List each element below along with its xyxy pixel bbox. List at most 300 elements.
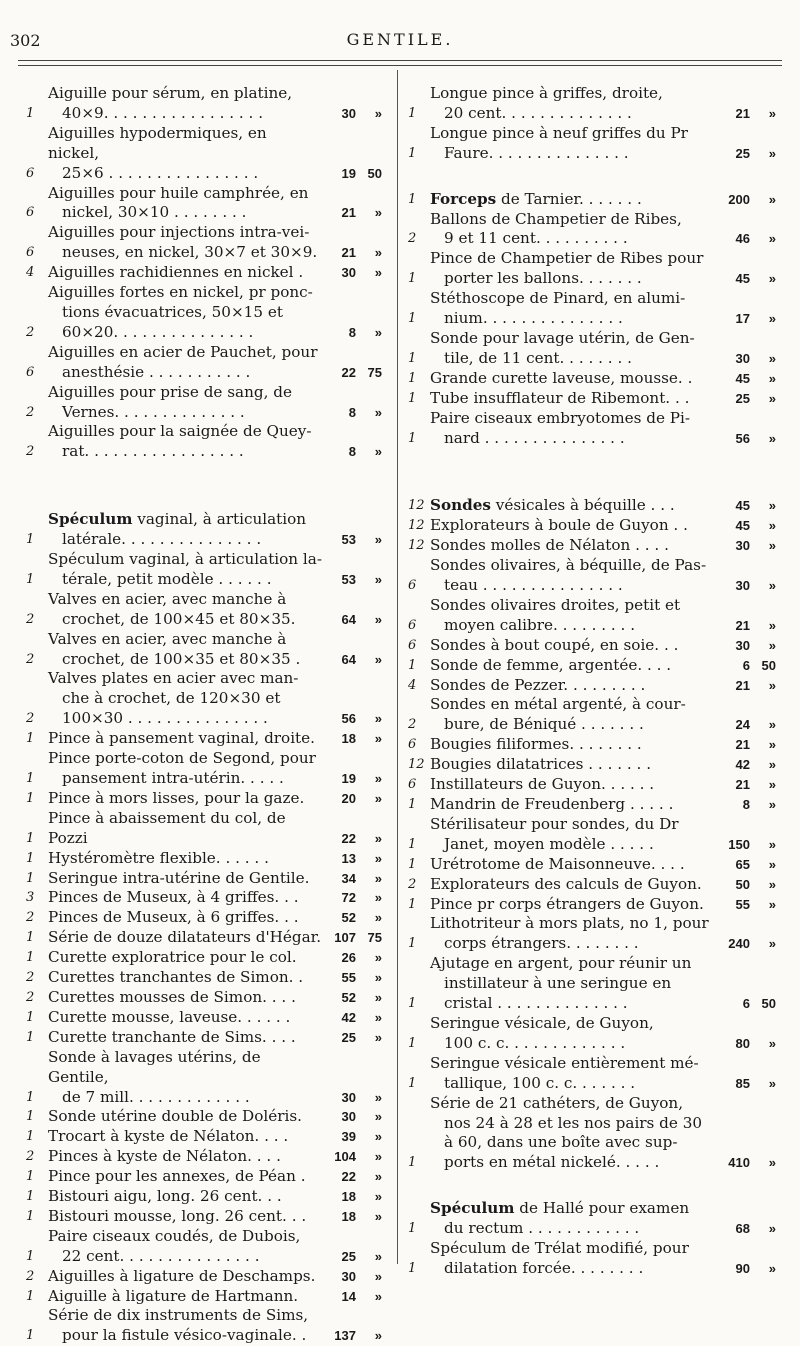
entry-line-text: Seringue intra-utérine de Gentile. xyxy=(48,868,310,887)
entry-line-first xyxy=(430,1239,689,1257)
catalog-entry xyxy=(26,263,382,283)
catalog-entry xyxy=(408,795,776,815)
entry-line-first xyxy=(430,676,645,694)
price-centimes: » xyxy=(768,856,776,872)
catalog-entry xyxy=(408,190,776,210)
entry-description xyxy=(44,869,322,889)
price-francs: 30 xyxy=(341,1268,356,1284)
entry-quantity: 1 xyxy=(408,856,417,872)
price-centimes: » xyxy=(768,518,776,534)
entry-line-text: Aiguilles pour huile camphrée, en xyxy=(48,183,309,202)
price-centimes: » xyxy=(768,311,776,327)
entry-line-text: Spéculum vaginal, à articulation la- xyxy=(48,550,322,569)
entry-quantity: 1 xyxy=(26,1288,35,1304)
entry-line-first xyxy=(430,954,691,972)
entry-description xyxy=(44,510,322,550)
entry-quantity: 1 xyxy=(408,1035,417,1051)
entry-description xyxy=(426,1094,716,1174)
entry-group xyxy=(408,190,776,449)
price-centimes: » xyxy=(374,245,382,261)
entry-description xyxy=(426,536,716,556)
catalog-entry xyxy=(408,1054,776,1094)
entry-quantity: 6 xyxy=(26,245,35,261)
price-centimes: » xyxy=(374,532,382,548)
entry-line-text: Stérilisateur pour sondes, du Dr xyxy=(430,814,679,833)
catalog-entry xyxy=(408,596,776,636)
entry-quantity: 1 xyxy=(26,731,35,747)
entry-line-first xyxy=(48,1167,306,1185)
price-centimes: 50 xyxy=(761,996,776,1012)
entry-line-text: Spéculum de Trélat modifié, pour xyxy=(430,1239,689,1258)
price-francs: 50 xyxy=(735,876,750,892)
catalog-entry xyxy=(26,1267,382,1287)
entry-line-first xyxy=(430,516,688,534)
price-centimes: » xyxy=(374,205,382,221)
catalog-entry xyxy=(408,249,776,289)
entry-description xyxy=(426,409,716,449)
price-centimes: » xyxy=(768,1155,776,1171)
entry-line-text: Pince à mors lisses, pour la gaze. xyxy=(48,788,305,807)
entry-group xyxy=(26,84,382,462)
entry-line-text: Aiguilles à ligature de Deschamps. xyxy=(48,1266,316,1285)
entry-quantity: 1 xyxy=(26,1009,35,1025)
catalog-entry xyxy=(408,1199,776,1239)
entry-line-continuation: anesthésie . . . . . . . . . . . xyxy=(62,362,251,381)
entry-line-first xyxy=(48,124,267,162)
entry-line-continuation: Vernes. . . . . . . . . . . . . . xyxy=(62,402,245,421)
entry-line-text: Aiguilles pour injections intra-vei- xyxy=(48,223,310,242)
price-francs: 85 xyxy=(735,1075,750,1091)
entry-line-first xyxy=(48,988,296,1006)
entry-description xyxy=(44,1187,322,1207)
entry-line-text: Curette exploratrice pour le col. xyxy=(48,948,297,967)
entry-line-first xyxy=(430,124,688,142)
entry-heading-word: Spéculum xyxy=(430,1199,515,1218)
catalog-entry xyxy=(26,968,382,988)
entry-description xyxy=(426,735,716,755)
price-francs: 25 xyxy=(735,390,750,406)
catalog-entry xyxy=(26,1028,382,1048)
entry-quantity: 12 xyxy=(408,518,425,534)
price-centimes: 50 xyxy=(761,657,776,673)
entry-line-first xyxy=(430,249,703,267)
entry-quantity: 6 xyxy=(408,578,417,594)
catalog-entry xyxy=(26,1187,382,1207)
catalog-entry xyxy=(408,1094,776,1174)
entry-quantity: 1 xyxy=(408,390,417,406)
entry-description xyxy=(426,389,716,409)
entry-description xyxy=(426,954,716,1014)
catalog-entry xyxy=(26,1127,382,1147)
entry-quantity: 2 xyxy=(26,611,35,627)
entry-line-first xyxy=(430,409,690,427)
price-francs: 45 xyxy=(735,370,750,386)
entry-line-continuation: crochet, de 100×35 et 80×35 . xyxy=(62,649,301,668)
entry-description xyxy=(426,516,716,536)
column-divider xyxy=(397,70,398,1264)
entry-description xyxy=(426,815,716,855)
price-centimes: » xyxy=(374,830,382,846)
entry-description xyxy=(426,855,716,875)
price-centimes: » xyxy=(374,1089,382,1105)
price-centimes: 75 xyxy=(367,930,382,946)
entry-line-first xyxy=(48,1227,300,1245)
price-francs: 18 xyxy=(341,731,356,747)
catalog-entry xyxy=(408,496,776,516)
entry-line-continuation: pansement intra-utérin. . . . . xyxy=(62,769,284,787)
price-francs: 14 xyxy=(341,1288,356,1304)
entry-quantity: 1 xyxy=(408,657,417,673)
entry-quantity: 2 xyxy=(26,989,35,1005)
price-centimes: » xyxy=(374,1029,382,1045)
entry-line-text: Pince à abaissement du col, de Pozzi xyxy=(48,808,286,847)
entry-description xyxy=(44,590,322,630)
entry-quantity: 1 xyxy=(26,1208,35,1224)
entry-quantity: 1 xyxy=(408,1155,417,1171)
catalog-entry xyxy=(26,1167,382,1187)
entry-group xyxy=(26,510,382,1346)
entry-description xyxy=(44,908,322,928)
catalog-entry xyxy=(26,510,382,550)
entry-line-first xyxy=(430,695,686,713)
entry-quantity: 1 xyxy=(26,1189,35,1205)
entry-line-text: Pince pour les annexes, de Péan . xyxy=(48,1167,306,1186)
catalog-entry xyxy=(26,223,382,263)
entry-line-first xyxy=(48,968,303,986)
entry-line-first xyxy=(48,343,317,361)
entry-line-continuation: porter les ballons. . . . . . . xyxy=(444,269,642,288)
entry-description xyxy=(44,968,322,988)
entry-line-text: Paire ciseaux coudés, de Dubois, xyxy=(48,1226,301,1245)
entry-line-first xyxy=(48,422,311,440)
entry-description xyxy=(44,948,322,968)
price-francs: 53 xyxy=(341,532,356,548)
entry-line-text: Aiguilles hypodermiques, en nickel, xyxy=(48,123,267,162)
catalog-entry xyxy=(408,656,776,676)
entry-description xyxy=(44,1306,322,1346)
entry-group xyxy=(408,84,776,164)
catalog-entry xyxy=(26,590,382,630)
entry-heading-word: Forceps xyxy=(430,189,497,208)
entry-description xyxy=(44,84,322,124)
entry-description xyxy=(44,1127,322,1147)
entry-description xyxy=(426,329,716,369)
entry-quantity: 1 xyxy=(26,532,35,548)
catalog-entry xyxy=(26,669,382,729)
entry-line-continuation: 60×20. . . . . . . . . . . . . . . xyxy=(62,322,254,341)
entry-line-text: Curette tranchante de Sims. . . . xyxy=(48,1027,296,1046)
catalog-entry xyxy=(408,954,776,1014)
entry-line-first xyxy=(430,914,709,932)
entry-line-first xyxy=(430,84,663,102)
entry-line-text: Curettes mousses de Simon. . . . xyxy=(48,987,296,1006)
price-centimes: » xyxy=(374,265,382,281)
price-francs: 39 xyxy=(341,1129,356,1145)
entry-line-first xyxy=(430,775,654,793)
price-centimes: » xyxy=(768,896,776,912)
entry-line-text: Sondes olivaires, à béquille, de Pas- xyxy=(430,556,707,575)
entry-line-continuation: à 60, dans une boîte avec sup- xyxy=(444,1133,678,1152)
entry-quantity: 12 xyxy=(408,757,425,773)
entry-line-text: Lithotriteur à mors plats, no 1, pour xyxy=(430,914,709,933)
entry-line-first xyxy=(48,1107,302,1125)
catalog-entry xyxy=(408,369,776,389)
price-francs: 65 xyxy=(735,856,750,872)
entry-line-text: Pinces de Museux, à 4 griffes. . . xyxy=(48,888,299,907)
entry-line-text: Bougies dilatatrices . . . . . . . xyxy=(430,755,652,774)
price-centimes: 75 xyxy=(367,364,382,380)
entry-line-text: Sondes molles de Nélaton . . . . xyxy=(430,536,669,555)
price-francs: 56 xyxy=(735,430,750,446)
entry-line-text: Valves plates en acier avec man- xyxy=(48,669,299,688)
entry-description xyxy=(44,283,322,343)
catalog-entry xyxy=(26,422,382,462)
price-centimes: » xyxy=(768,757,776,773)
price-centimes: » xyxy=(768,1035,776,1051)
price-centimes: » xyxy=(768,370,776,386)
entry-line-first xyxy=(48,669,298,687)
price-francs: 410 xyxy=(728,1155,750,1171)
price-centimes: » xyxy=(768,617,776,633)
header-rule xyxy=(18,60,782,66)
price-francs: 137 xyxy=(334,1328,356,1344)
entry-line-continuation: 25×6 . . . . . . . . . . . . . . . . xyxy=(62,163,259,182)
running-title: GENTILE. xyxy=(346,30,454,49)
entry-description xyxy=(426,249,716,289)
entry-quantity: 1 xyxy=(408,105,417,121)
price-francs: 72 xyxy=(341,890,356,906)
catalog-entry xyxy=(26,1207,382,1227)
entry-line-text: Paire ciseaux embryotomes de Pi- xyxy=(430,408,690,427)
catalog-entry xyxy=(26,928,382,948)
entry-heading-word: Spéculum xyxy=(48,510,133,529)
entry-quantity: 2 xyxy=(408,717,417,733)
entry-quantity: 2 xyxy=(26,970,35,986)
entry-line-continuation: teau . . . . . . . . . . . . . . . xyxy=(444,576,623,595)
price-francs: 30 xyxy=(341,1109,356,1125)
entry-line-continuation: tions évacuatrices, 50×15 et xyxy=(62,302,283,321)
entry-line-text: Série de douze dilatateurs d'Hégar. xyxy=(48,928,322,947)
entry-quantity: 6 xyxy=(408,637,417,653)
entry-quantity: 1 xyxy=(408,896,417,912)
catalog-entry xyxy=(26,988,382,1008)
catalog-entry xyxy=(408,556,776,596)
entry-line-text: Pince porte-coton de Segond, pour xyxy=(48,749,316,768)
entry-quantity: 1 xyxy=(26,105,35,121)
entry-quantity: 1 xyxy=(26,870,35,886)
price-centimes: » xyxy=(768,677,776,693)
price-centimes: » xyxy=(374,571,382,587)
catalog-entry xyxy=(26,849,382,869)
entry-line-continuation: ports en métal nickelé. . . . . xyxy=(444,1153,660,1172)
entry-line-first xyxy=(430,1094,683,1112)
catalog-entry xyxy=(26,809,382,849)
entry-line-first xyxy=(48,84,292,102)
entry-quantity: 1 xyxy=(26,1109,35,1125)
entry-description xyxy=(44,1147,322,1167)
entry-group xyxy=(408,496,776,1173)
price-francs: 45 xyxy=(735,518,750,534)
entry-line-continuation: nard . . . . . . . . . . . . . . . xyxy=(444,428,625,447)
entry-line-text: Seringue vésicale entièrement mé- xyxy=(430,1053,699,1072)
entry-quantity: 1 xyxy=(408,936,417,952)
price-centimes: » xyxy=(374,1288,382,1304)
entry-line-first xyxy=(430,875,702,893)
price-francs: 24 xyxy=(735,717,750,733)
entry-description xyxy=(426,1014,716,1054)
entry-description xyxy=(426,289,716,329)
price-centimes: » xyxy=(768,105,776,121)
entry-line-text: Seringue vésicale, de Guyon, xyxy=(430,1013,654,1032)
left-column xyxy=(26,84,382,1346)
price-francs: 21 xyxy=(735,617,750,633)
catalog-entry xyxy=(26,343,382,383)
entry-description xyxy=(426,369,716,389)
price-centimes: » xyxy=(768,836,776,852)
entry-quantity: 12 xyxy=(408,498,425,514)
entry-line-first xyxy=(430,369,692,387)
entry-line-first xyxy=(48,869,309,887)
entry-line-first xyxy=(48,550,322,568)
entry-description xyxy=(44,669,322,729)
entry-line-text: Mandrin de Freudenberg . . . . . xyxy=(430,795,674,813)
entry-quantity: 2 xyxy=(26,444,35,460)
entry-description xyxy=(44,888,322,908)
price-francs: 150 xyxy=(728,836,750,852)
entry-line-text: Ajutage en argent, pour réunir un xyxy=(430,954,692,973)
entry-description xyxy=(44,383,322,423)
entry-line-continuation: Janet, moyen modèle . . . . . xyxy=(444,834,654,853)
entry-line-first xyxy=(430,855,685,873)
entry-quantity: 1 xyxy=(408,145,417,161)
entry-line-text: Aiguilles en acier de Pauchet, pour xyxy=(48,342,318,361)
catalog-entry xyxy=(26,1227,382,1267)
entry-line-continuation: du rectum . . . . . . . . . . . . xyxy=(444,1219,640,1238)
entry-line-first xyxy=(430,795,673,813)
price-centimes: » xyxy=(374,324,382,340)
entry-line-continuation: térale, petit modèle . . . . . . xyxy=(62,569,272,588)
price-centimes: » xyxy=(768,271,776,287)
catalog-entry xyxy=(26,908,382,928)
price-francs: 80 xyxy=(735,1035,750,1051)
entry-description xyxy=(44,1028,322,1048)
entry-line-continuation: cristal . . . . . . . . . . . . . . xyxy=(444,994,628,1013)
entry-line-first xyxy=(430,1014,654,1032)
catalog-entry xyxy=(408,735,776,755)
price-centimes: » xyxy=(768,1221,776,1237)
entry-quantity: 1 xyxy=(408,350,417,366)
price-centimes: » xyxy=(374,404,382,420)
price-francs: 64 xyxy=(341,651,356,667)
entry-quantity: 2 xyxy=(408,876,417,892)
price-francs: 90 xyxy=(735,1260,750,1276)
price-francs: 30 xyxy=(341,105,356,121)
entry-line-first xyxy=(430,329,695,347)
entry-line-first xyxy=(430,735,642,753)
price-francs: 55 xyxy=(341,970,356,986)
entry-line-continuation: 22 cent. . . . . . . . . . . . . . . xyxy=(62,1246,260,1265)
entry-line-text: Trocart à kyste de Nélaton. . . . xyxy=(48,1127,289,1146)
price-francs: 64 xyxy=(341,611,356,627)
entry-description xyxy=(44,343,322,383)
entry-line-text: Valves en acier, avec manche à xyxy=(48,629,287,648)
entry-line-continuation: nos 24 à 28 et les nos pairs de 30 xyxy=(444,1113,703,1132)
price-francs: 20 xyxy=(341,790,356,806)
price-centimes: » xyxy=(374,1109,382,1125)
entry-line-text: Curette mousse, laveuse. . . . . . xyxy=(48,1007,291,1026)
entry-description xyxy=(426,1054,716,1094)
price-centimes: » xyxy=(374,970,382,986)
entry-line-first xyxy=(48,590,286,608)
price-centimes: » xyxy=(768,637,776,653)
entry-quantity: 1 xyxy=(26,571,35,587)
entry-description xyxy=(44,809,322,849)
entry-line-continuation: instillateur à une seringue en xyxy=(444,974,672,993)
entry-description xyxy=(44,550,322,590)
entry-line-continuation: tile, de 11 cent. . . . . . . . xyxy=(444,348,632,367)
catalog-entry xyxy=(26,749,382,789)
price-francs: 21 xyxy=(341,245,356,261)
entry-line-continuation: latérale. . . . . . . . . . . . . . . xyxy=(62,530,262,549)
entry-line-first xyxy=(48,948,297,966)
price-centimes: » xyxy=(374,651,382,667)
entry-line-first xyxy=(48,1147,281,1165)
price-francs: 6 xyxy=(742,657,750,673)
price-centimes: » xyxy=(768,538,776,554)
price-francs: 30 xyxy=(735,637,750,653)
entry-line-continuation: 100×30 . . . . . . . . . . . . . . . xyxy=(62,709,268,728)
entry-quantity: 3 xyxy=(26,890,35,906)
catalog-entry xyxy=(408,815,776,855)
entry-line-first xyxy=(48,789,304,807)
price-centimes: » xyxy=(374,910,382,926)
entry-line-first xyxy=(48,1207,306,1225)
entry-line-text: Curettes tranchantes de Simon. . xyxy=(48,968,304,987)
entry-line-first xyxy=(430,656,671,674)
entry-line-first xyxy=(48,510,306,528)
entry-quantity: 6 xyxy=(26,364,35,380)
entry-quantity: 1 xyxy=(26,1248,35,1264)
entry-description xyxy=(44,223,322,263)
catalog-entry xyxy=(26,1107,382,1127)
entry-description xyxy=(44,988,322,1008)
catalog-entry xyxy=(408,409,776,449)
entry-line-text: Explorateurs à boule de Guyon . . xyxy=(430,516,688,535)
entry-line-first xyxy=(48,1287,298,1305)
price-francs: 52 xyxy=(341,989,356,1005)
catalog-entry xyxy=(26,888,382,908)
entry-line-text: Stéthoscope de Pinard, en alumi- xyxy=(430,289,686,308)
price-francs: 56 xyxy=(341,711,356,727)
price-francs: 42 xyxy=(735,757,750,773)
entry-line-first xyxy=(430,556,706,574)
price-centimes: 50 xyxy=(367,165,382,181)
catalog-entry xyxy=(26,1048,382,1108)
entry-line-first xyxy=(48,1028,296,1046)
entry-line-text: Hystéromètre flexible. . . . . . xyxy=(48,848,269,867)
entry-line-first xyxy=(430,389,689,407)
catalog-entry xyxy=(26,124,382,184)
price-francs: 18 xyxy=(341,1189,356,1205)
catalog-entry xyxy=(408,914,776,954)
price-francs: 26 xyxy=(341,950,356,966)
catalog-entry xyxy=(408,1014,776,1054)
price-centimes: » xyxy=(768,1260,776,1276)
entry-line-first xyxy=(430,1199,689,1217)
entry-description xyxy=(426,914,716,954)
price-centimes: » xyxy=(374,1208,382,1224)
catalog-entry xyxy=(408,895,776,915)
